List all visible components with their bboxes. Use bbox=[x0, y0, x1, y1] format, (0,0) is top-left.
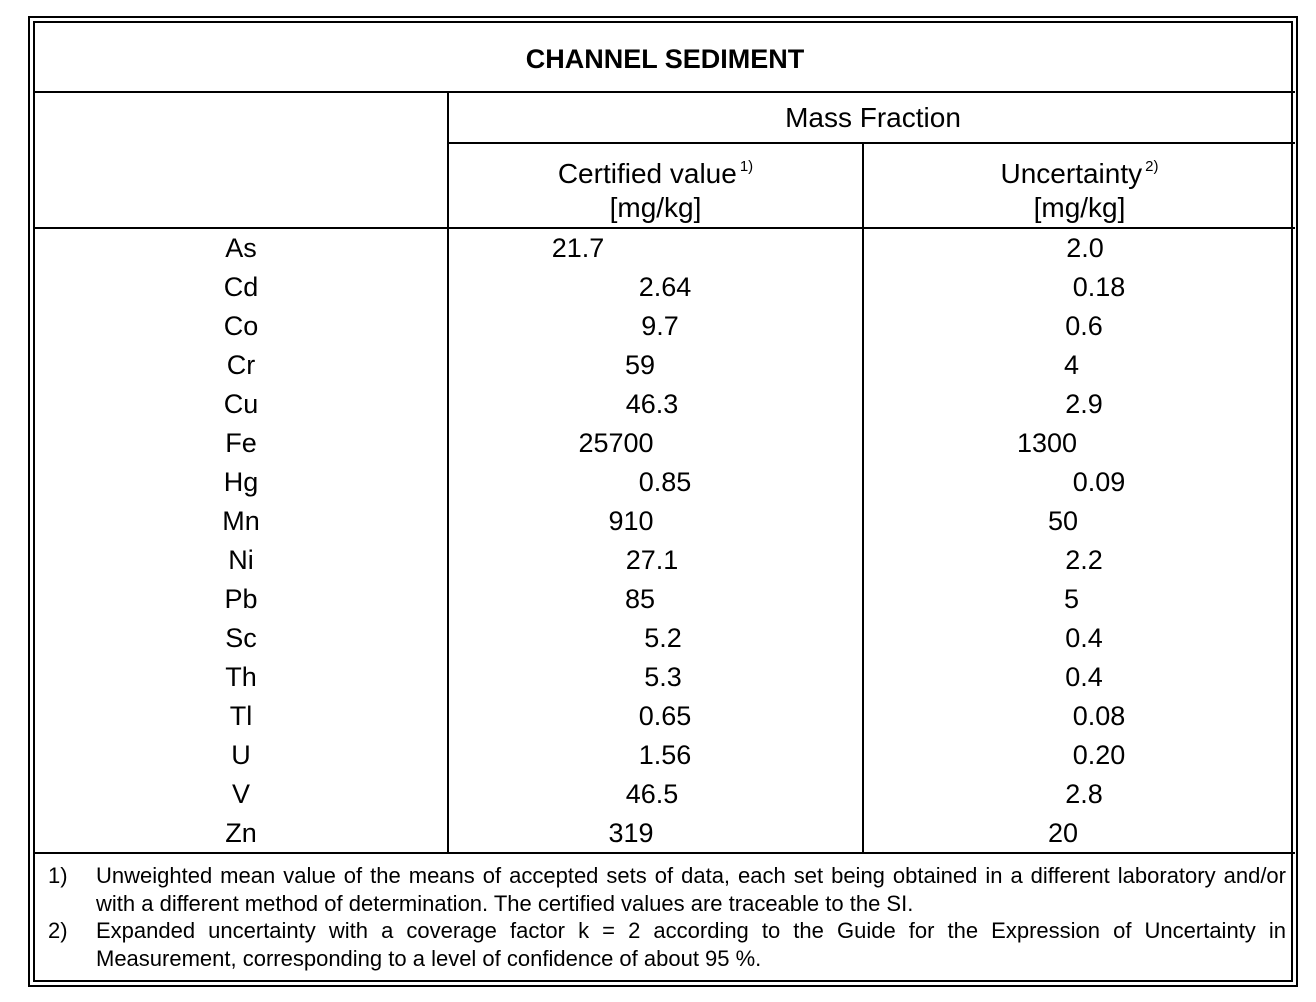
certified-value-cell: 2.64 bbox=[638, 272, 692, 302]
certified-value-cell: 5.3 bbox=[644, 662, 682, 692]
element-cell: Cd bbox=[223, 272, 259, 302]
certified-value-cell: 9.7 bbox=[641, 311, 679, 341]
table-row bbox=[35, 307, 1295, 346]
footnote bbox=[48, 862, 1286, 917]
table-row bbox=[35, 619, 1295, 658]
element-cell: As bbox=[225, 233, 257, 263]
element-cell: Th bbox=[225, 662, 257, 692]
table-row bbox=[35, 697, 1295, 736]
element-cell: Co bbox=[223, 311, 259, 341]
element-cell: Cu bbox=[223, 389, 259, 419]
table-row bbox=[35, 736, 1295, 775]
table-row bbox=[35, 541, 1295, 580]
title-divider bbox=[35, 91, 1295, 93]
uncertainty-unit: [mg/kg] bbox=[1033, 192, 1126, 223]
certified-value-cell: 46.3 bbox=[625, 389, 679, 419]
uncertainty-cell: 50 bbox=[1047, 506, 1079, 536]
uncertainty-cell: 2.9 bbox=[1065, 389, 1103, 419]
group-header-divider bbox=[449, 142, 1295, 144]
footnotes bbox=[48, 862, 1286, 972]
element-cell: U bbox=[231, 740, 251, 770]
footnote-number: 1) bbox=[48, 863, 68, 888]
element-cell: Zn bbox=[225, 818, 257, 848]
uncertainty-cell: 1300 bbox=[1016, 428, 1078, 458]
certified-value-cell: 59 bbox=[624, 350, 656, 380]
table-title: CHANNEL SEDIMENT bbox=[525, 44, 805, 74]
element-cell: Ni bbox=[228, 545, 254, 575]
certified-value-cell: 910 bbox=[608, 506, 654, 536]
element-cell: Fe bbox=[225, 428, 257, 458]
uncertainty-cell: 0.08 bbox=[1072, 701, 1126, 731]
group-header: Mass Fraction bbox=[785, 102, 961, 133]
footnote bbox=[48, 917, 1286, 972]
table-row bbox=[35, 502, 1295, 541]
certified-value-cell: 46.5 bbox=[625, 779, 679, 809]
table-row bbox=[35, 229, 1295, 268]
uncertainty-cell: 0.20 bbox=[1072, 740, 1126, 770]
table-row bbox=[35, 580, 1295, 619]
certified-value-note-ref: 1) bbox=[739, 158, 754, 175]
uncertainty-cell: 0.09 bbox=[1072, 467, 1126, 497]
certified-value-cell: 319 bbox=[608, 818, 654, 848]
uncertainty-label: Uncertainty bbox=[1000, 158, 1143, 189]
table-row bbox=[35, 424, 1295, 463]
uncertainty-cell: 2.0 bbox=[1066, 233, 1104, 263]
certified-value-cell: 0.65 bbox=[638, 701, 692, 731]
uncertainty-note-ref: 2) bbox=[1145, 158, 1159, 175]
element-cell: Pb bbox=[224, 584, 258, 614]
table-row bbox=[35, 658, 1295, 697]
table-row bbox=[35, 268, 1295, 307]
certified-value-header bbox=[449, 150, 862, 225]
element-cell: V bbox=[231, 779, 250, 809]
element-cell: Sc bbox=[225, 623, 257, 653]
certified-value-cell: 21.7 bbox=[551, 233, 605, 263]
table-row bbox=[35, 463, 1295, 502]
uncertainty-cell: 0.4 bbox=[1065, 623, 1103, 653]
element-cell: Cr bbox=[226, 350, 256, 380]
footnote-number: 2) bbox=[48, 918, 68, 943]
element-cell: Tl bbox=[229, 701, 253, 731]
uncertainty-cell: 2.8 bbox=[1065, 779, 1103, 809]
table-row bbox=[35, 814, 1295, 853]
table-row bbox=[35, 775, 1295, 814]
certified-value-unit: [mg/kg] bbox=[609, 192, 702, 223]
uncertainty-cell: 0.6 bbox=[1065, 311, 1103, 341]
uncertainty-cell: 5 bbox=[1063, 584, 1080, 614]
table-row bbox=[35, 385, 1295, 424]
certified-value-cell: 0.85 bbox=[638, 467, 692, 497]
certified-value-cell: 25700 bbox=[578, 428, 654, 458]
element-cell: Mn bbox=[222, 506, 260, 536]
element-cell: Hg bbox=[223, 467, 259, 497]
uncertainty-cell: 4 bbox=[1063, 350, 1080, 380]
certified-value-cell: 1.56 bbox=[638, 740, 692, 770]
uncertainty-cell: 0.4 bbox=[1065, 662, 1103, 692]
certified-value-cell: 5.2 bbox=[644, 623, 682, 653]
uncertainty-cell: 20 bbox=[1047, 818, 1079, 848]
table-row bbox=[35, 346, 1295, 385]
footnote-text: Unweighted mean value of the means of accepted sets of data, each set being obtained in a different laboratory and/or with a different method of determination. The certified values are traceable to the SI. bbox=[96, 863, 1286, 916]
certified-value-cell: 85 bbox=[624, 584, 656, 614]
uncertainty-header bbox=[864, 150, 1295, 225]
certified-value-label: Certified value bbox=[557, 158, 737, 189]
uncertainty-cell: 2.2 bbox=[1065, 545, 1103, 575]
certified-value-cell: 27.1 bbox=[625, 545, 679, 575]
footnote-text: Expanded uncertainty with a coverage factor k = 2 according to the Guide for the Expression of Uncertainty in Measurement, corresponding to a level of confidence of about 95 %. bbox=[96, 918, 1286, 971]
uncertainty-cell: 0.18 bbox=[1072, 272, 1126, 302]
